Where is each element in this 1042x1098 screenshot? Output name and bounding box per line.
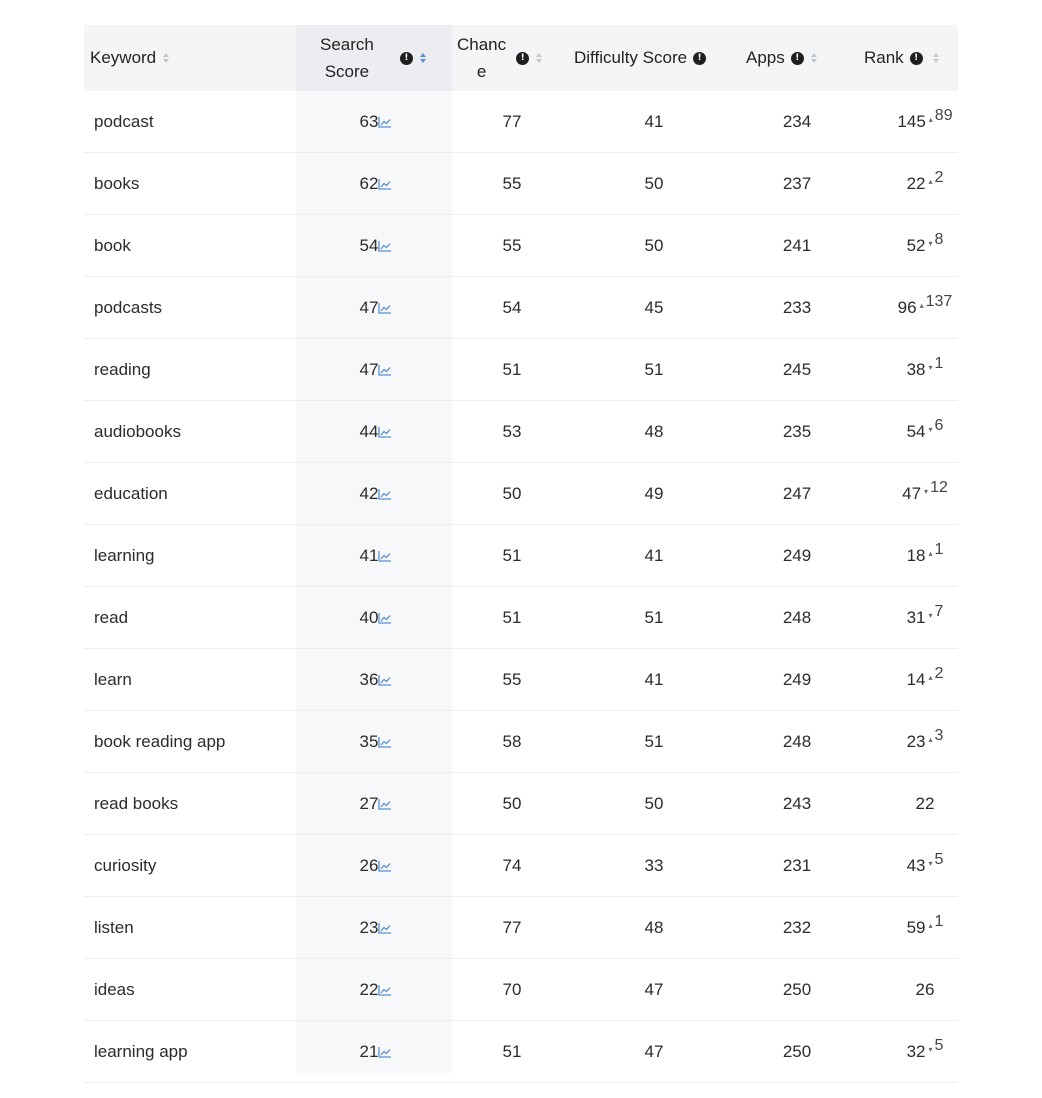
rank-change-arrow-icon: ▾ xyxy=(928,363,933,372)
header-apps[interactable] xyxy=(746,25,817,91)
search-score-cell: 41 xyxy=(359,545,379,565)
rank-value: 43 xyxy=(906,855,926,875)
chance-cell: 51 xyxy=(502,1041,522,1061)
search-score-cell: 54 xyxy=(359,235,379,255)
trend-chart-icon[interactable] xyxy=(378,587,392,648)
table-row[interactable] xyxy=(84,1021,958,1083)
keyword-cell[interactable]: read books xyxy=(94,793,179,813)
chance-cell: 77 xyxy=(502,111,522,131)
apps-cell: 231 xyxy=(782,855,812,875)
rank-change-value: 6 xyxy=(934,416,944,434)
difficulty-cell: 51 xyxy=(644,731,664,751)
rank-change-value: 12 xyxy=(930,478,948,496)
rank-change-value: 2 xyxy=(934,168,944,186)
chance-cell: 55 xyxy=(502,173,522,193)
info-icon[interactable]: ! xyxy=(791,52,804,65)
trend-chart-icon[interactable] xyxy=(378,1021,392,1082)
table-row[interactable] xyxy=(84,711,958,773)
difficulty-cell: 47 xyxy=(644,979,664,999)
sort-icon[interactable] xyxy=(811,53,817,63)
difficulty-cell: 50 xyxy=(644,235,664,255)
chance-cell: 55 xyxy=(502,669,522,689)
chance-cell: 51 xyxy=(502,359,522,379)
info-icon[interactable]: ! xyxy=(516,52,529,65)
table-row[interactable] xyxy=(84,587,958,649)
table-header xyxy=(84,25,958,91)
trend-chart-icon[interactable] xyxy=(378,153,392,214)
trend-chart-icon[interactable] xyxy=(378,897,392,958)
search-score-cell: 63 xyxy=(359,111,379,131)
keyword-cell[interactable]: podcast xyxy=(94,111,154,131)
sort-icon[interactable] xyxy=(163,53,169,63)
rank-cell xyxy=(870,897,980,958)
info-icon[interactable]: ! xyxy=(400,52,413,65)
rank-value: 23 xyxy=(906,731,926,751)
rank-value: 96 xyxy=(897,297,917,317)
rank-cell xyxy=(870,153,980,214)
rank-change-arrow-icon: ▾ xyxy=(928,239,933,248)
rank-cell xyxy=(870,711,980,772)
rank-cell xyxy=(870,525,980,586)
search-score-cell: 27 xyxy=(359,793,379,813)
table-body xyxy=(84,91,958,1083)
rank-change-value: 5 xyxy=(934,850,944,868)
apps-cell: 249 xyxy=(782,669,812,689)
difficulty-cell: 33 xyxy=(644,855,664,875)
rank-cell xyxy=(870,401,980,462)
difficulty-cell: 51 xyxy=(644,359,664,379)
rank-value: 31 xyxy=(906,607,926,627)
keyword-cell[interactable]: book reading app xyxy=(94,731,226,751)
table-row[interactable] xyxy=(84,277,958,339)
difficulty-cell: 51 xyxy=(644,607,664,627)
rank-value: 38 xyxy=(906,359,926,379)
keyword-cell[interactable]: listen xyxy=(94,917,134,937)
header-difficulty[interactable] xyxy=(574,25,706,91)
trend-chart-icon[interactable] xyxy=(378,525,392,586)
table-row[interactable] xyxy=(84,897,958,959)
keyword-cell[interactable]: reading xyxy=(94,359,151,379)
keyword-cell[interactable]: ideas xyxy=(94,979,135,999)
search-score-cell: 26 xyxy=(359,855,379,875)
keyword-cell[interactable]: learning xyxy=(94,545,155,565)
rank-cell xyxy=(870,91,980,152)
chance-cell: 51 xyxy=(502,545,522,565)
rank-cell xyxy=(870,773,980,834)
chance-cell: 58 xyxy=(502,731,522,751)
rank-change-arrow-icon: ▾ xyxy=(928,611,933,620)
apps-cell: 250 xyxy=(782,979,812,999)
search-score-cell: 47 xyxy=(359,297,379,317)
trend-chart-icon[interactable] xyxy=(378,835,392,896)
keyword-cell[interactable]: learn xyxy=(94,669,132,689)
rank-cell xyxy=(870,835,980,896)
difficulty-cell: 48 xyxy=(644,917,664,937)
sort-icon[interactable] xyxy=(536,53,542,63)
keyword-cell[interactable]: learning app xyxy=(94,1041,188,1061)
header-search-score[interactable] xyxy=(320,25,426,91)
search-score-cell: 22 xyxy=(359,979,379,999)
chance-cell: 70 xyxy=(502,979,522,999)
header-apps-label: Apps xyxy=(746,48,785,67)
search-score-cell: 62 xyxy=(359,173,379,193)
rank-change-arrow-icon: ▴ xyxy=(919,301,924,310)
chance-cell: 51 xyxy=(502,607,522,627)
rank-cell xyxy=(870,463,980,524)
rank-cell xyxy=(870,1021,980,1082)
rank-change-value: 3 xyxy=(934,726,944,744)
trend-chart-icon[interactable] xyxy=(378,339,392,400)
rank-value: 59 xyxy=(906,917,926,937)
apps-cell: 250 xyxy=(782,1041,812,1061)
rank-value: 54 xyxy=(906,421,926,441)
difficulty-cell: 41 xyxy=(644,669,664,689)
rank-value: 52 xyxy=(906,235,926,255)
rank-change-value: 8 xyxy=(934,230,944,248)
apps-cell: 237 xyxy=(782,173,812,193)
trend-chart-icon[interactable] xyxy=(378,215,392,276)
apps-cell: 243 xyxy=(782,793,812,813)
apps-cell: 241 xyxy=(782,235,812,255)
rank-change-value: 1 xyxy=(934,540,944,558)
search-score-cell: 40 xyxy=(359,607,379,627)
apps-cell: 249 xyxy=(782,545,812,565)
apps-cell: 248 xyxy=(782,607,812,627)
trend-chart-icon[interactable] xyxy=(378,773,392,834)
rank-change-value: 7 xyxy=(934,602,944,620)
header-chance-label: Chanc e xyxy=(457,35,507,81)
apps-cell: 247 xyxy=(782,483,812,503)
header-rank[interactable] xyxy=(864,25,939,91)
rank-change-arrow-icon: ▾ xyxy=(928,1045,933,1054)
trend-chart-icon[interactable] xyxy=(378,959,392,1020)
header-search-score-label: Search Score xyxy=(320,35,374,81)
rank-cell xyxy=(870,215,980,276)
table-row[interactable] xyxy=(84,959,958,1021)
rank-change-arrow-icon: ▴ xyxy=(928,921,933,930)
rank-value: 22 xyxy=(906,173,926,193)
header-difficulty-label: Difficulty Score xyxy=(574,48,688,67)
rank-value: 47 xyxy=(902,483,922,503)
trend-chart-icon[interactable] xyxy=(378,401,392,462)
search-score-cell: 42 xyxy=(359,483,379,503)
rank-value: 145 xyxy=(897,111,926,131)
rank-change-arrow-icon: ▴ xyxy=(928,549,933,558)
table-row[interactable] xyxy=(84,835,958,897)
rank-change-value: 1 xyxy=(934,912,944,930)
rank-change-value: 137 xyxy=(925,292,953,310)
search-score-cell: 35 xyxy=(359,731,379,751)
table-row[interactable] xyxy=(84,463,958,525)
difficulty-cell: 50 xyxy=(644,793,664,813)
keyword-cell[interactable]: books xyxy=(94,173,140,193)
search-score-cell: 21 xyxy=(359,1041,379,1061)
table-row[interactable] xyxy=(84,649,958,711)
keyword-cell[interactable]: audiobooks xyxy=(94,421,181,441)
trend-chart-icon[interactable] xyxy=(378,277,392,338)
keyword-cell[interactable]: read xyxy=(94,607,129,627)
rank-value: 32 xyxy=(906,1041,926,1061)
apps-cell: 232 xyxy=(782,917,812,937)
rank-change-arrow-icon: ▴ xyxy=(928,115,933,124)
rank-change-arrow-icon: ▴ xyxy=(928,735,933,744)
difficulty-cell: 49 xyxy=(644,483,664,503)
difficulty-cell: 48 xyxy=(644,421,664,441)
chance-cell: 54 xyxy=(502,297,522,317)
difficulty-cell: 41 xyxy=(644,111,664,131)
rank-cell xyxy=(870,277,980,338)
chance-cell: 77 xyxy=(502,917,522,937)
keyword-table xyxy=(84,25,958,1083)
keyword-cell[interactable]: book xyxy=(94,235,131,255)
rank-value: 18 xyxy=(906,545,926,565)
info-icon[interactable]: ! xyxy=(910,52,923,65)
apps-cell: 234 xyxy=(782,111,812,131)
search-score-cell: 23 xyxy=(359,917,379,937)
keyword-cell[interactable]: podcasts xyxy=(94,297,163,317)
rank-cell xyxy=(870,959,980,1020)
rank-change-arrow-icon: ▴ xyxy=(928,673,933,682)
header-rank-label: Rank xyxy=(864,48,904,67)
apps-cell: 233 xyxy=(782,297,812,317)
difficulty-cell: 50 xyxy=(644,173,664,193)
table-row[interactable] xyxy=(84,339,958,401)
rank-value: 14 xyxy=(906,669,926,689)
rank-cell xyxy=(870,339,980,400)
apps-cell: 245 xyxy=(782,359,812,379)
chance-cell: 55 xyxy=(502,235,522,255)
rank-change-value: 89 xyxy=(934,106,953,124)
rank-change-value: 1 xyxy=(934,354,944,372)
info-icon[interactable]: ! xyxy=(693,52,706,65)
table-row[interactable] xyxy=(84,773,958,835)
rank-change-arrow-icon: ▾ xyxy=(928,425,933,434)
header-keyword-label: Keyword xyxy=(90,48,157,67)
sort-icon[interactable] xyxy=(420,53,426,63)
trend-chart-icon[interactable] xyxy=(378,649,392,710)
rank-cell xyxy=(870,587,980,648)
sort-icon[interactable] xyxy=(933,53,939,63)
difficulty-cell: 45 xyxy=(644,297,664,317)
rank-change-arrow-icon: ▾ xyxy=(928,859,933,868)
apps-cell: 248 xyxy=(782,731,812,751)
chance-cell: 53 xyxy=(502,421,522,441)
search-score-cell: 44 xyxy=(359,421,379,441)
keyword-cell[interactable]: curiosity xyxy=(94,855,157,875)
rank-change-value: 2 xyxy=(934,664,944,682)
header-chance[interactable] xyxy=(457,25,542,91)
rank-value: 22 xyxy=(915,793,935,813)
table-row[interactable] xyxy=(84,525,958,587)
chance-cell: 50 xyxy=(502,793,522,813)
rank-cell xyxy=(870,649,980,710)
trend-chart-icon[interactable] xyxy=(378,91,392,152)
chance-cell: 50 xyxy=(502,483,522,503)
keyword-cell[interactable]: education xyxy=(94,483,168,503)
rank-change-arrow-icon: ▾ xyxy=(924,487,929,496)
rank-change-arrow-icon: ▴ xyxy=(928,177,933,186)
rank-value: 26 xyxy=(915,979,935,999)
trend-chart-icon[interactable] xyxy=(378,711,392,772)
apps-cell: 235 xyxy=(782,421,812,441)
trend-chart-icon[interactable] xyxy=(378,463,392,524)
search-score-cell: 36 xyxy=(359,669,379,689)
rank-change-value: 5 xyxy=(934,1036,944,1054)
table-row[interactable] xyxy=(84,153,958,215)
difficulty-cell: 47 xyxy=(644,1041,664,1061)
table-row[interactable] xyxy=(84,91,958,153)
search-score-cell: 47 xyxy=(359,359,379,379)
table-row[interactable] xyxy=(84,215,958,277)
header-keyword[interactable] xyxy=(90,25,169,91)
chance-cell: 74 xyxy=(502,855,522,875)
table-row[interactable] xyxy=(84,401,958,463)
difficulty-cell: 41 xyxy=(644,545,664,565)
